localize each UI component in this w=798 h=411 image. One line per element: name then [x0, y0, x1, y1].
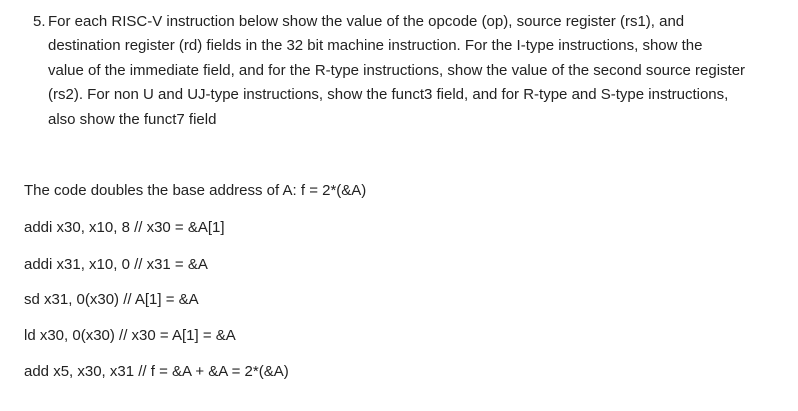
- code-line-5: add x5, x30, x31 // f = &A + &A = 2*(&A): [24, 363, 289, 380]
- code-line-1: addi x30, x10, 8 // x30 = &A[1]: [24, 219, 225, 236]
- question-number: 5.: [33, 13, 46, 30]
- code-description: The code doubles the base address of A: f = 2*(&A): [24, 182, 367, 199]
- question-block: [33, 10, 793, 132]
- code-line-4: ld x30, 0(x30) // x30 = A[1] = &A: [24, 327, 236, 344]
- code-line-2: addi x31, x10, 0 // x31 = &A: [24, 256, 208, 273]
- question-row: [33, 10, 793, 132]
- question-text: For each RISC-V instruction below show the value of the opcode (op), source register (rs1), and destination register (rd) fields in the 32 bit machine instruction. For the I-type instructions, show the value of the immediate field, and for the R-type instructions, show the value of the second source register (rs2). For non U and UJ-type instructions, show the funct3 field, and for R-type and S-type instructions, also show the funct7 field: [48, 13, 746, 128]
- code-line-3: sd x31, 0(x30) // A[1] = &A: [24, 291, 199, 308]
